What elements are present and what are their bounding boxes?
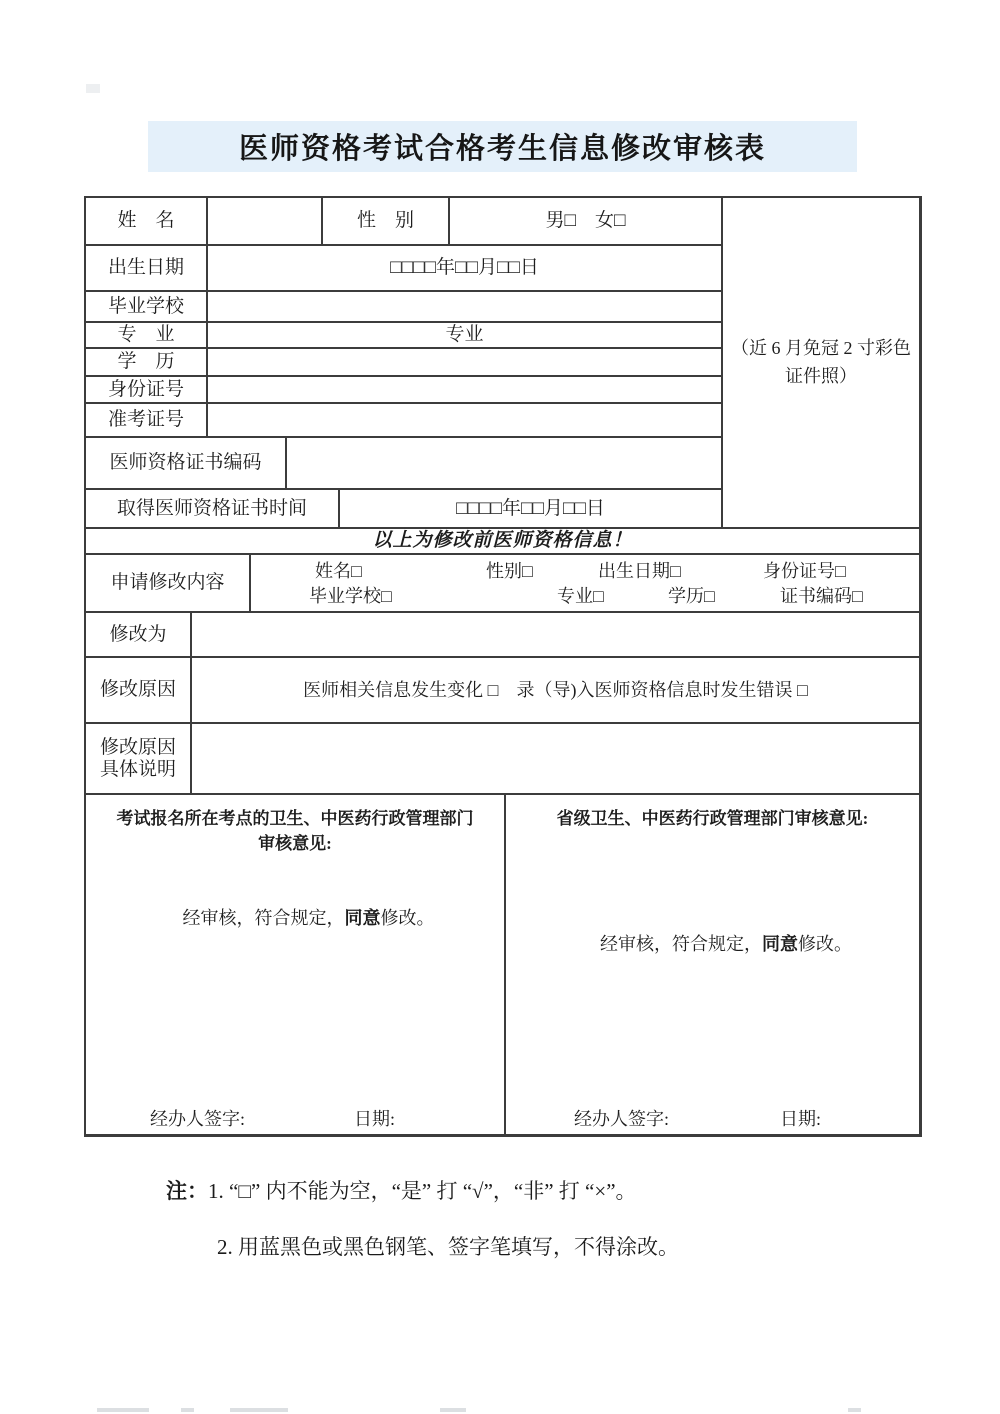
major-label-cell: 专 业	[85, 322, 207, 348]
modify-option-school: 毕业学校□	[309, 586, 392, 606]
provincial-approval-emphasis: 同意	[762, 934, 798, 954]
footnote-label: 注：	[166, 1179, 208, 1203]
local-approval-prefix: 经审核，符合规定，	[182, 908, 345, 928]
scan-artifact	[181, 1408, 194, 1412]
footnote-1-text: 1. “□” 内不能为空，“是” 打 “√”，“非” 打 “×”。	[208, 1179, 637, 1203]
photo-note-line2: 证件照）	[785, 365, 857, 386]
reason-detail-value-cell	[191, 723, 920, 794]
local-approval-suffix: 修改。	[380, 908, 435, 928]
modify-content-label-cell: 申请修改内容	[85, 554, 250, 612]
id-number-value-cell	[207, 376, 722, 403]
gender-label-cell: 性 别	[322, 197, 449, 245]
document-title: 医师资格考试合格考生信息修改审核表	[238, 133, 766, 165]
scan-artifact	[848, 1408, 861, 1412]
scan-artifact	[97, 1408, 149, 1412]
modify-option-id: 身份证号□	[763, 561, 846, 581]
degree-label-cell: 学 历	[85, 348, 207, 376]
local-review-header-line1: 考试报名所在考点的卫生、中医药行政管理部门	[116, 809, 474, 828]
modify-to-value-cell	[191, 612, 920, 657]
certificate-date-value-cell: □□□□年□□月□□日	[339, 489, 722, 528]
id-number-label-cell: 身份证号	[85, 376, 207, 403]
modify-option-name: 姓名□	[315, 561, 362, 581]
gender-options-cell: 男□ 女□	[449, 197, 722, 245]
school-label-cell: 毕业学校	[85, 291, 207, 322]
modify-option-major: 专业□	[557, 586, 604, 606]
degree-value-cell	[207, 348, 722, 376]
footnote-2	[196, 1206, 679, 1286]
document-title-bar	[148, 121, 857, 172]
reason-detail-label-line1: 修改原因	[99, 737, 176, 759]
modify-option-degree: 学历□	[668, 586, 715, 606]
modify-content-options-cell	[250, 554, 920, 612]
reason-detail-label-cell	[85, 723, 191, 794]
provincial-approval-suffix: 修改。	[798, 934, 852, 954]
certificate-code-value-cell	[286, 437, 722, 489]
provincial-review-header: 省级卫生、中医药行政管理部门审核意见:	[556, 809, 869, 828]
modify-reason-options-cell: 医师相关信息发生变化 □ 录（导)入医师资格信息时发生错误 □	[191, 657, 920, 723]
local-date-label: 日期:	[354, 1109, 396, 1129]
modify-reason-label-cell: 修改原因	[85, 657, 191, 723]
provincial-date-label: 日期:	[780, 1109, 822, 1129]
name-label-cell: 姓 名	[85, 197, 207, 245]
photo-note-line1: （近 6 月免冠 2 寸彩色	[731, 337, 911, 358]
photo-placeholder-cell	[722, 197, 920, 528]
modify-option-certcode: 证书编码□	[780, 586, 863, 606]
certificate-date-label-cell: 取得医师资格证书时间	[85, 489, 339, 528]
scan-artifact	[86, 84, 100, 93]
exam-number-value-cell	[207, 403, 722, 437]
local-review-approval	[86, 883, 504, 951]
birth-label-cell: 出生日期	[85, 245, 207, 291]
major-value-cell: 专业	[207, 322, 722, 348]
modify-to-label-cell: 修改为	[85, 612, 191, 657]
reason-detail-label-line2: 具体说明	[99, 758, 176, 780]
provincial-review-approval	[506, 909, 919, 977]
birth-value-cell: □□□□年□□月□□日	[207, 245, 722, 291]
pre-modification-banner: 以上为修改前医师资格信息！	[85, 528, 920, 554]
footnote-2-text: 2. 用蓝黑色或黑色钢笔、签字笔填写，不得涂改。	[217, 1235, 679, 1259]
scan-artifact	[440, 1408, 466, 1412]
modify-option-birth: 出生日期□	[598, 561, 681, 581]
provincial-approval-prefix: 经审核，符合规定，	[600, 934, 762, 954]
certificate-code-label-cell: 医师资格证书编码	[85, 437, 286, 489]
school-value-cell	[207, 291, 722, 322]
local-review-header-line2: 审核意见:	[258, 834, 332, 853]
local-approval-emphasis: 同意	[344, 908, 381, 928]
provincial-sign-label: 经办人签字:	[574, 1109, 670, 1129]
local-sign-label: 经办人签字:	[150, 1109, 246, 1129]
scan-artifact	[230, 1408, 288, 1412]
exam-number-label-cell: 准考证号	[85, 403, 207, 437]
local-review-cell	[85, 794, 505, 1135]
provincial-review-cell	[505, 794, 920, 1135]
modify-option-gender: 性别□	[486, 561, 533, 581]
name-value-cell	[207, 197, 322, 245]
